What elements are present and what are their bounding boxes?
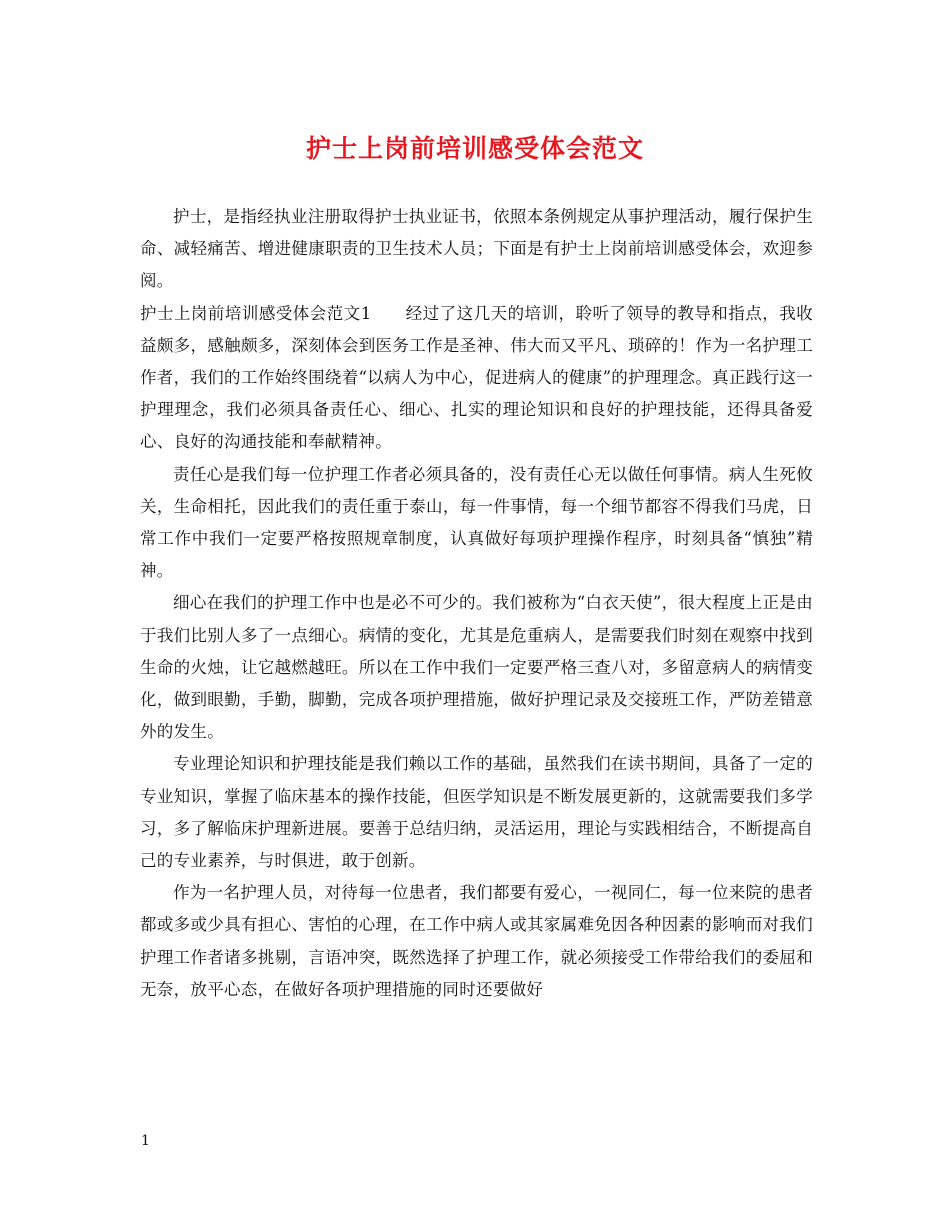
page-number: 1 — [141, 1133, 150, 1149]
body-paragraph-responsibility: 责任心是我们每一位护理工作者必须具备的，没有责任心无以做任何事情。病人生死攸关，生命相托，因此我们的责任重于泰山，每一件事情，每一个细节都容不得我们马虎，日常工作中我们一定要严格按照规章制度，认真做好每项护理操作程序，时刻具备“慎独”精神。 — [140, 464, 813, 581]
intro-paragraph: 护士，是指经执业注册取得护士执业证书，依照本条例规定从事护理活动，履行保护生命、减轻痛苦、增进健康职责的卫生技术人员；下面是有护士上岗前培训感受体会，欢迎参阅。 — [140, 207, 813, 291]
body-paragraph-carefulness: 细心在我们的护理工作中也是必不可少的。我们被称为“白衣天使”，很大程度上正是由于我们比别人多了一点细心。病情的变化，尤其是危重病人，是需要我们时刻在观察中找到生命的火烛，让它越燃越旺。所以在工作中我们一定要严格三查八对，多留意病人的病情变化，做到眼勤，手勤，脚勤，完成各项护理措施，做好护理记录及交接班工作，严防差错意外的发生。 — [140, 593, 813, 742]
section-1-heading: 护士上岗前培训感受体会范文1 — [140, 303, 372, 323]
document-body — [140, 201, 813, 1006]
document-title: 护士上岗前培训感受体会范文 — [305, 134, 644, 163]
body-paragraph-knowledge: 专业理论知识和护理技能是我们赖以工作的基础，虽然我们在读书期间，具备了一定的专业知识，掌握了临床基本的操作技能，但医学知识是不断发展更新的，这就需要我们多学习，多了解临床护理新进展。要善于总结归纳，灵活运用，理论与实践相结合，不断提高自己的专业素养，与时俱进，敢于创新。 — [140, 754, 813, 871]
section-1-text: 经过了这几天的培训，聆听了领导的教导和指点，我收益颇多，感触颇多，深刻体会到医务工作是圣神、伟大而又平凡、琐碎的！作为一名护理工作者，我们的工作始终围绕着“以病人为中心，促进病人的健康”的护理理念。真正践行这一护理理念，我们必须具备责任心、细心、扎实的理论知识和良好的护理技能，还得具备爱心、良好的沟通技能和奉献精神。 — [140, 303, 813, 452]
section-1-paragraph — [140, 298, 813, 459]
body-paragraph-love: 作为一名护理人员，对待每一位患者，我们都要有爱心，一视同仁，每一位来院的患者都或多或少具有担心、害怕的心理，在工作中病人或其家属难免因各种因素的影响而对我们护理工作者诸多挑剔，言语冲突，既然选择了护理工作，就必须接受工作带给我们的委屈和无奈，放平心态，在做好各项护理措施的同时还要做好 — [140, 883, 813, 999]
